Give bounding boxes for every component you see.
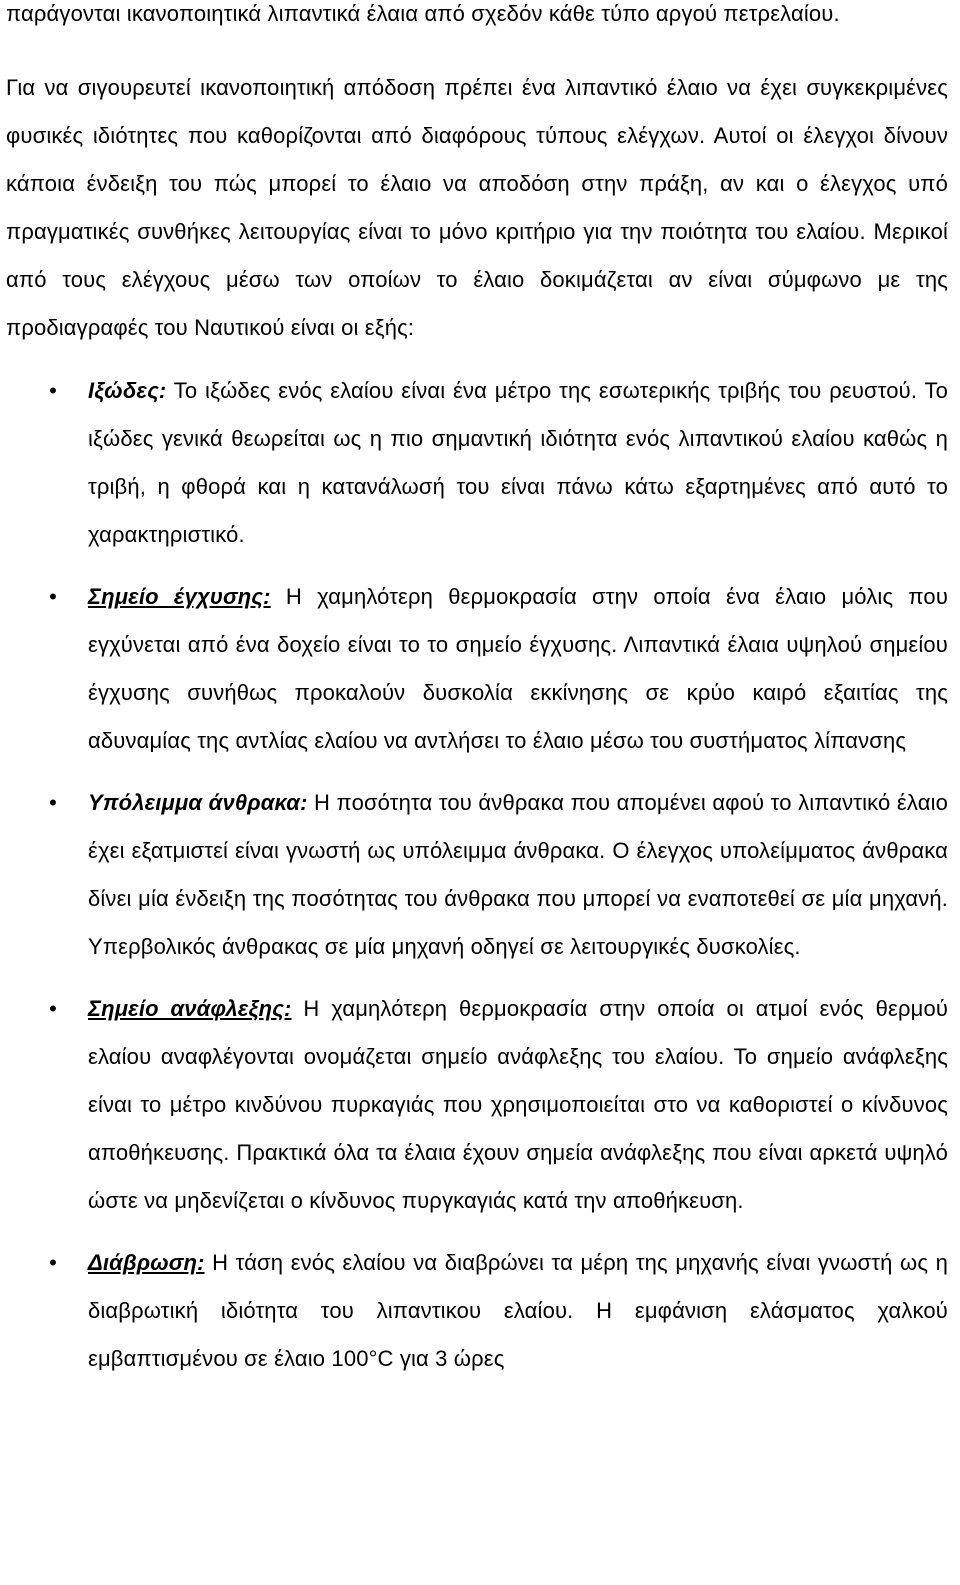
list-item-pour-point bbox=[6, 573, 948, 765]
definition-viscosity: Το ιξώδες ενός ελαίου είναι ένα μέτρο της εσωτερικής τριβής του ρευστού. Το ιξώδες γενικά θεωρείται ως η πιο σημαντική ιδιότητα ενός λιπαντικού ελαίου καθώς η τριβή, η φθορά και η κατανάλωσή του είναι πάνω κάτω εξαρτημένες από αυτό το χαρακτηριστικό. bbox=[88, 378, 948, 547]
bullet-icon: • bbox=[49, 1250, 57, 1275]
term-flash-point: Σημείο ανάφλεξης: bbox=[88, 996, 292, 1021]
list-item-corrosion bbox=[6, 1239, 948, 1383]
tests-list bbox=[6, 367, 948, 1383]
definition-pour-point: Η χαμηλότερη θερμοκρασία στην οποία ένα έλαιο μόλις που εγχύνεται από ένα δοχείο είναι το το σημείο έγχυσης. Λιπαντικά έλαια υψηλού σημείου έγχυσης συνήθως προκαλούν δυσκολία εκκίνησης σε κρύο καιρό εξαιτίας της αδυναμίας της αντλίας ελαίου να αντλήσει το έλαιο μέσω του συστήματος λίπανσης bbox=[88, 584, 948, 753]
bullet-icon: • bbox=[49, 790, 57, 815]
term-pour-point: Σημείο έγχυσης: bbox=[88, 584, 271, 609]
definition-corrosion: Η τάση ενός ελαίου να διαβρώνει τα μέρη της μηχανής είναι γνωστή ως η διαβρωτική ιδιότητα του λιπαντικου ελαίου. Η εμφάνιση ελάσματος χαλκού εμβαπτισμένου σε έλαιο 100°C για 3 ώρες bbox=[88, 1250, 948, 1371]
bullet-icon: • bbox=[49, 996, 57, 1021]
definition-carbon-residue: Η ποσότητα του άνθρακα που απομένει αφού το λιπαντικό έλαιο έχει εξατμιστεί είναι γνωστή ως υπόλειμμα άνθρακα. Ο έλεγχος υπολείμματος άνθρακα δίνει μία ένδειξη της ποσότητας του άνθρακα που μπορεί να εναποτεθεί σε μία μηχανή. Υπερβολικός άνθρακας σε μία μηχανή οδηγεί σε λειτουργικές δυσκολίες. bbox=[88, 790, 948, 959]
bullet-icon: • bbox=[49, 584, 57, 609]
definition-flash-point: Η χαμηλότερη θερμοκρασία στην οποία οι ατμοί ενός θερμού ελαίου αναφλέγονται ονομάζεται σημείο ανάφλεξης του ελαίου. Το σημείο ανάφλεξης είναι το μέτρο κινδύνου πυρκαγιάς που χρησιμοποιείται στο να καθοριστεί ο κίνδυνος αποθήκευσης. Πρακτικά όλα τα έλαια έχουν σημεία ανάφλεξης που είναι αρκετά υψηλό ώστε να μηδενίζεται ο κίνδυνος πυργκαγιάς κατά την αποθήκευση. bbox=[88, 996, 949, 1213]
paragraph-continuation: παράγονται ικανοποιητικά λιπαντικά έλαια από σχεδόν κάθε τύπο αργού πετρελαίου. bbox=[6, 1, 840, 26]
term-corrosion: Διάβρωση: bbox=[88, 1250, 205, 1275]
term-carbon-residue: Υπόλειμμα άνθρακα: bbox=[88, 790, 308, 815]
document-page bbox=[6, 0, 948, 1383]
paragraph-tests-intro: Για να σιγουρευτεί ικανοποιητική απόδοση πρέπει ένα λιπαντικό έλαιο να έχει συγκεκριμένες φυσικές ιδιότητες που καθορίζονται από διαφόρους τύπους ελέγχων. Αυτοί οι έλεγχοι δίνουν κάποια ένδειξη του πώς μπορεί το έλαιο να αποδόση στην πράξη, αν και ο έλεγχος υπό πραγματικές συνθήκες λειτουργίας είναι το μόνο κριτήριο για την ποιότητα του ελαίου. Μερικοί από τους ελέγχους μέσω των οποίων το έλαιο δοκιμάζεται αν είναι σύμφωνο με της προδιαγραφές του Ναυτικού είναι οι εξής: bbox=[6, 75, 948, 340]
list-item-flash-point bbox=[6, 985, 948, 1225]
list-item-carbon-residue bbox=[6, 779, 948, 971]
list-item-viscosity bbox=[6, 367, 948, 559]
bullet-icon: • bbox=[49, 378, 57, 403]
term-viscosity: Ιξώδες: bbox=[88, 378, 167, 403]
